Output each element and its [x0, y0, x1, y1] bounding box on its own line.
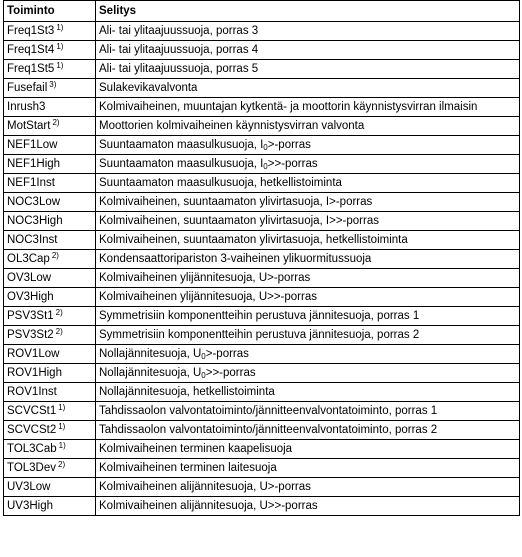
description-text: >>-porras: [205, 366, 256, 379]
function-cell: [4, 402, 96, 421]
description-cell: [96, 440, 520, 459]
function-cell: [4, 231, 96, 250]
description-cell: [96, 155, 520, 174]
description-cell: [96, 478, 520, 497]
description-cell: [96, 364, 520, 383]
function-name: UV3High: [7, 499, 54, 512]
function-name: NEF1High: [7, 157, 61, 170]
function-name: UV3Low: [7, 480, 51, 493]
function-name: Freq1St4: [7, 43, 55, 56]
footnote-mark: 2): [52, 117, 60, 127]
description-text: Suuntaamaton maasulkusuoja, hetkellistoiminta: [99, 176, 342, 189]
function-name: OV3High: [7, 290, 54, 303]
footnote-mark: 2): [58, 459, 66, 469]
footnote-mark: 1): [58, 440, 66, 450]
description-cell: [96, 117, 520, 136]
description-cell: [96, 307, 520, 326]
description-cell: [96, 98, 520, 117]
table-row: [4, 136, 520, 155]
footnote-mark: 2): [55, 326, 63, 336]
description-cell: [96, 60, 520, 79]
description-text: Symmetrisiin komponentteihin perustuva jännitesuoja, porras 2: [99, 328, 420, 341]
function-name: Inrush3: [7, 100, 46, 113]
table-row: [4, 326, 520, 345]
function-cell: [4, 421, 96, 440]
description-text: Nollajännitesuoja, U: [99, 366, 202, 379]
function-name: ROV1High: [7, 366, 62, 379]
function-name: OV3Low: [7, 271, 52, 284]
function-name: ROV1Low: [7, 347, 60, 360]
description-subscript: 0: [263, 161, 268, 171]
description-cell: [96, 421, 520, 440]
function-cell: [4, 212, 96, 231]
table-header-row: [4, 1, 520, 22]
description-cell: [96, 345, 520, 364]
function-name: PSV3St2: [7, 328, 54, 341]
table-row: [4, 41, 520, 60]
description-subscript: 0: [201, 370, 206, 380]
table-row: [4, 364, 520, 383]
function-name: Freq1St3: [7, 24, 55, 37]
function-cell: [4, 288, 96, 307]
description-text: >>-porras: [267, 157, 318, 170]
table-row: [4, 174, 520, 193]
description-text: Kolmivaiheinen terminen laitesuoja: [99, 461, 277, 474]
description-text: Sulakevikavalvonta: [99, 81, 198, 94]
table-row: [4, 288, 520, 307]
description-text: Nollajännitesuoja, hetkellistoiminta: [99, 385, 275, 398]
function-cell: [4, 193, 96, 212]
function-cell: [4, 155, 96, 174]
description-cell: [96, 212, 520, 231]
table-row: [4, 459, 520, 478]
description-text: Nollajännitesuoja, U: [99, 347, 202, 360]
description-text: Moottorien kolmivaiheinen käynnistysvirran valvonta: [99, 119, 365, 132]
function-name: NOC3Inst: [7, 233, 58, 246]
description-cell: [96, 383, 520, 402]
table-row: [4, 231, 520, 250]
description-text: Kolmivaiheinen alijännitesuoja, U>>-porras: [99, 499, 318, 512]
function-name: ROV1Inst: [7, 385, 57, 398]
function-cell: [4, 98, 96, 117]
function-cell: [4, 345, 96, 364]
footnote-mark: 1): [58, 421, 66, 431]
table-row: [4, 345, 520, 364]
description-text: Ali- tai ylitaajuussuoja, porras 3: [99, 24, 259, 37]
table-row: [4, 440, 520, 459]
description-text: >-porras: [267, 138, 311, 151]
function-name: NOC3High: [7, 214, 63, 227]
column-header-function: Toiminto: [4, 1, 96, 22]
table-row: [4, 421, 520, 440]
description-text: Kolmivaiheinen ylijännitesuoja, U>>-porras: [99, 290, 317, 303]
function-cell: [4, 440, 96, 459]
description-text: Kolmivaiheinen alijännitesuoja, U>-porras: [99, 480, 311, 493]
table-row: [4, 497, 520, 516]
function-cell: [4, 307, 96, 326]
function-cell: [4, 117, 96, 136]
description-text: Suuntaamaton maasulkusuoja, I: [99, 138, 264, 151]
description-text: Kolmivaiheinen, suuntaamaton ylivirtasuoja, hetkellistoiminta: [99, 233, 408, 246]
table-row: [4, 269, 520, 288]
table-row: [4, 155, 520, 174]
function-name: NEF1Low: [7, 138, 58, 151]
function-name: NEF1Inst: [7, 176, 55, 189]
footnote-mark: 1): [56, 22, 64, 32]
description-text: Kolmivaiheinen ylijännitesuoja, U>-porras: [99, 271, 311, 284]
table-row: [4, 79, 520, 98]
function-name: SCVCSt1: [7, 404, 57, 417]
function-cell: [4, 79, 96, 98]
function-cell: [4, 136, 96, 155]
function-name: TOL3Cab: [7, 442, 57, 455]
footnote-mark: 2): [55, 307, 63, 317]
description-subscript: 0: [263, 142, 268, 152]
function-name: MotStart: [7, 119, 51, 132]
description-text: >-porras: [205, 347, 249, 360]
description-text: Kolmivaiheinen, suuntaamaton ylivirtasuoja, I>-porras: [99, 195, 373, 208]
function-cell: [4, 478, 96, 497]
description-text: Kolmivaiheinen, suuntaamaton ylivirtasuoja, I>>-porras: [99, 214, 379, 227]
function-cell: [4, 250, 96, 269]
table-row: [4, 98, 520, 117]
description-text: Kolmivaiheinen, muuntajan kytkentä- ja moottorin käynnistysvirran ilmaisin: [99, 100, 478, 113]
table-row: [4, 478, 520, 497]
function-cell: [4, 459, 96, 478]
table-row: [4, 250, 520, 269]
function-name: Freq1St5: [7, 62, 55, 75]
description-cell: [96, 250, 520, 269]
function-name: TOL3Dev: [7, 461, 57, 474]
function-table: [3, 0, 520, 516]
function-cell: [4, 22, 96, 41]
function-cell: [4, 41, 96, 60]
table-row: [4, 60, 520, 79]
description-cell: [96, 269, 520, 288]
function-cell: [4, 174, 96, 193]
description-cell: [96, 231, 520, 250]
description-cell: [96, 22, 520, 41]
table-row: [4, 117, 520, 136]
description-cell: [96, 459, 520, 478]
function-cell: [4, 497, 96, 516]
column-header-description: Selitys: [96, 1, 520, 22]
description-text: Tahdissaolon valvontatoiminto/jännitteenvalvontatoiminto, porras 2: [99, 423, 438, 436]
function-cell: [4, 269, 96, 288]
table-row: [4, 383, 520, 402]
table-row: [4, 193, 520, 212]
function-name: NOC3Low: [7, 195, 61, 208]
description-cell: [96, 288, 520, 307]
function-cell: [4, 364, 96, 383]
description-text: Tahdissaolon valvontatoiminto/jännitteenvalvontatoiminto, porras 1: [99, 404, 438, 417]
description-subscript: 0: [201, 351, 206, 361]
description-text: Symmetrisiin komponentteihin perustuva jännitesuoja, porras 1: [99, 309, 420, 322]
description-cell: [96, 326, 520, 345]
description-text: Ali- tai ylitaajuussuoja, porras 4: [99, 43, 259, 56]
description-text: Ali- tai ylitaajuussuoja, porras 5: [99, 62, 259, 75]
description-text: Kolmivaiheinen terminen kaapelisuoja: [99, 442, 293, 455]
table-row: [4, 307, 520, 326]
description-text: Kondensaattoripariston 3-vaiheinen ylikuormitussuoja: [99, 252, 372, 265]
footnote-mark: 1): [58, 402, 66, 412]
function-cell: [4, 326, 96, 345]
function-name: SCVCSt2: [7, 423, 57, 436]
function-cell: [4, 383, 96, 402]
description-text: Suuntaamaton maasulkusuoja, I: [99, 157, 264, 170]
function-cell: [4, 60, 96, 79]
table-row: [4, 212, 520, 231]
function-name: Fusefail: [7, 81, 48, 94]
table-row: [4, 22, 520, 41]
function-name: OL3Cap: [7, 252, 50, 265]
footnote-mark: 1): [56, 41, 64, 51]
table-row: [4, 402, 520, 421]
description-cell: [96, 79, 520, 98]
footnote-mark: 3): [49, 79, 57, 89]
description-cell: [96, 174, 520, 193]
footnote-mark: 1): [56, 60, 64, 70]
description-cell: [96, 41, 520, 60]
description-cell: [96, 402, 520, 421]
description-cell: [96, 193, 520, 212]
description-cell: [96, 136, 520, 155]
description-cell: [96, 497, 520, 516]
function-name: PSV3St1: [7, 309, 54, 322]
footnote-mark: 2): [51, 250, 59, 260]
